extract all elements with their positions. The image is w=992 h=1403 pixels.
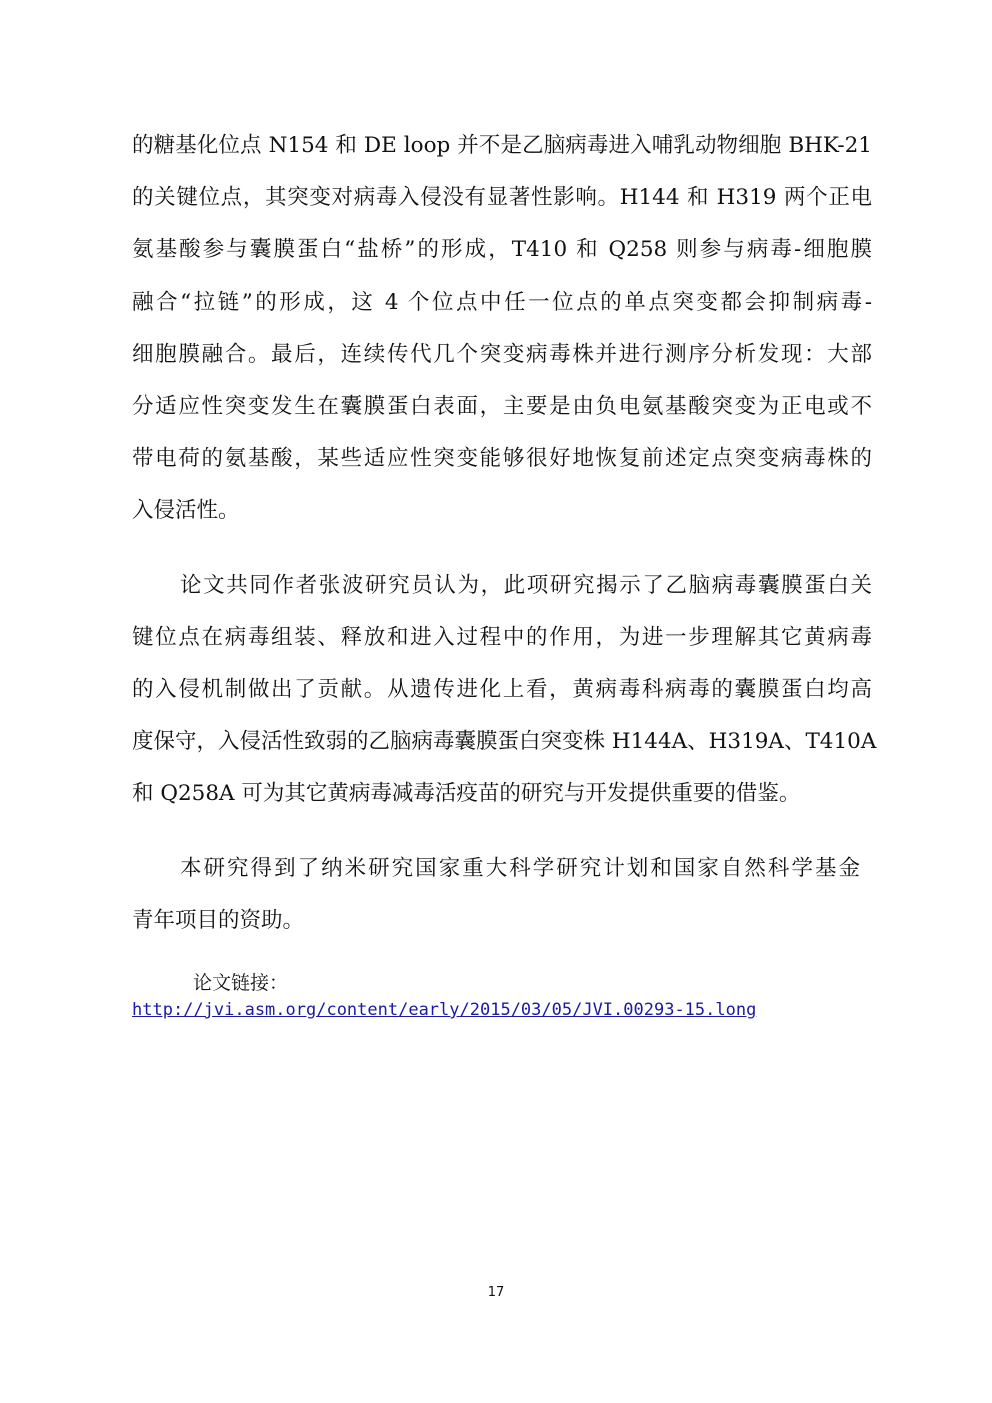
text-line: 键位点在病毒组装、释放和进入过程中的作用，为进一步理解其它黄病毒 [132,625,872,650]
page-number: 17 [487,1285,505,1300]
text-line: 青年项目的资助。 [132,908,305,933]
text-line: 的糖基化位点 N154 和 DE loop 并不是乙脑病毒进入哺乳动物细胞 BHK-21 [132,133,872,158]
text-line: 本研究得到了纳米研究国家重大科学研究计划和国家自然科学基金 [180,856,860,881]
text-line: 入侵活性。 [132,498,240,523]
link-label: 论文链接： [193,972,289,994]
text-line: 带电荷的氨基酸，某些适应性突变能够很好地恢复前述定点突变病毒株的 [132,446,872,471]
text-line: 细胞膜融合。最后，连续传代几个突变病毒株并进行测序分析发现：大部 [132,342,872,367]
text-line: 的入侵机制做出了贡献。从遗传进化上看，黄病毒科病毒的囊膜蛋白均高 [132,677,872,702]
text-line: 度保守，入侵活性致弱的乙脑病毒囊膜蛋白突变株 H144A、H319A、T410A [132,729,877,754]
text-line: 分适应性突变发生在囊膜蛋白表面，主要是由负电氨基酸突变为正电或不 [132,394,872,419]
text-line: 论文共同作者张波研究员认为，此项研究揭示了乙脑病毒囊膜蛋白关 [180,573,872,598]
text-line: 和 Q258A 可为其它黄病毒减毒活疫苗的研究与开发提供重要的借鉴。 [132,781,801,806]
paper-link[interactable]: http://jvi.asm.org/content/early/2015/03/05/JVI.00293-15.long [132,1000,757,1020]
text-line: 融合“拉链”的形成，这 4 个位点中任一位点的单点突变都会抑制病毒- [132,290,872,315]
text-line: 氨基酸参与囊膜蛋白“盐桥”的形成，T410 和 Q258 则参与病毒-细胞膜 [132,237,872,262]
text-line: 的关键位点，其突变对病毒入侵没有显著性影响。H144 和 H319 两个正电 [132,185,872,210]
